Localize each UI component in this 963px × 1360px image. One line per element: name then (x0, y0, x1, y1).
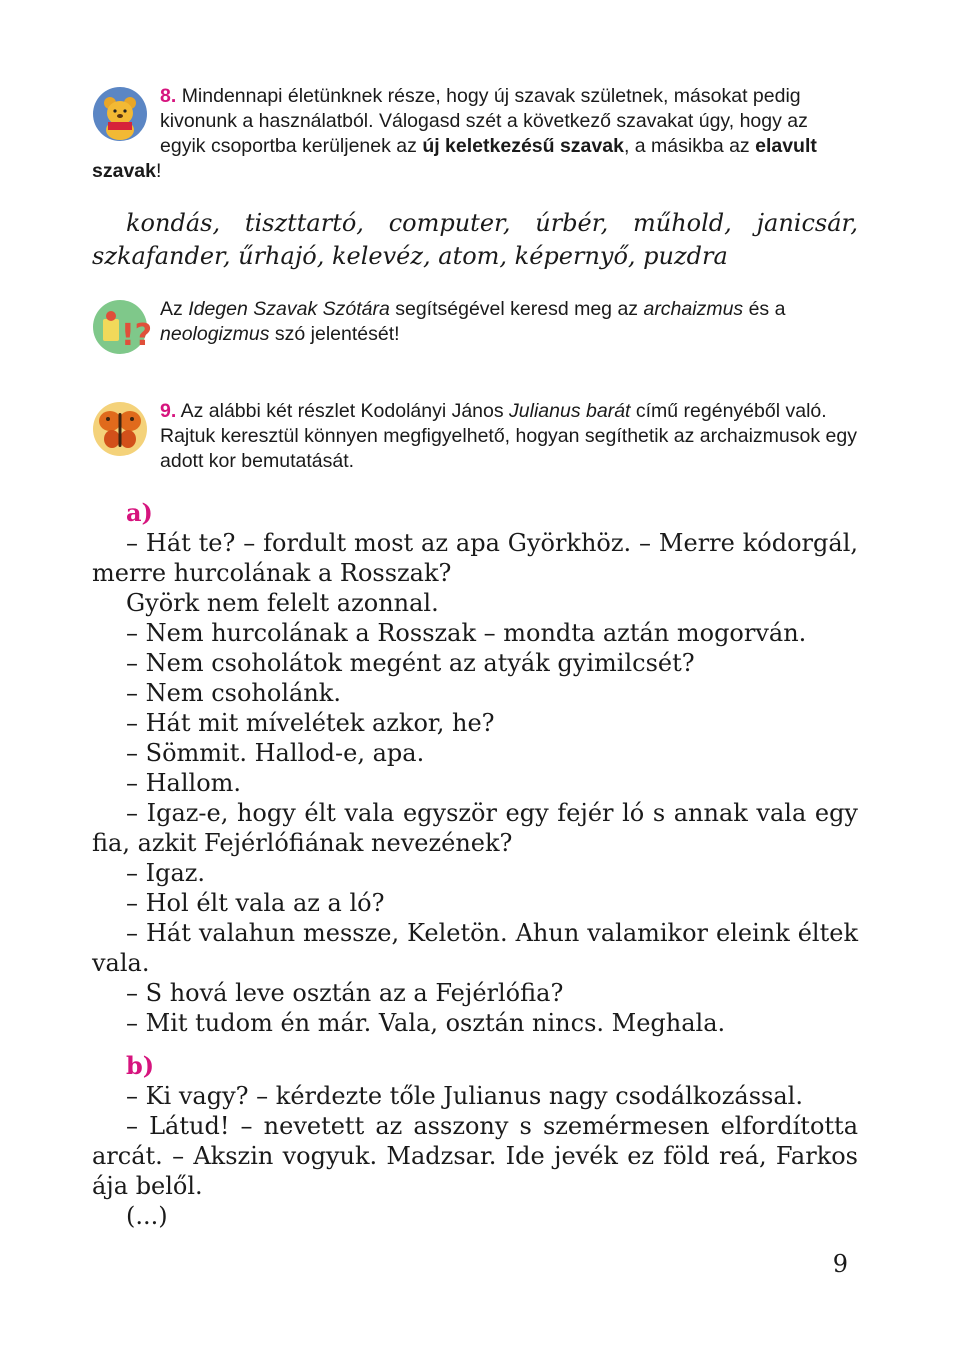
task-9 (92, 399, 858, 474)
dialogue-line: – Mit tudom én már. Vala, osztán nincs. Meghala. (126, 1009, 726, 1037)
dialogue-line: – Hallom. (126, 769, 242, 797)
excerpt-label: a) (126, 498, 153, 527)
task-italic-term: Idegen Szavak Szótára (188, 298, 390, 320)
dialogue-line: – Igaz-e, hogy élt vala egyször egy fejér ló s annak vala egy fia, azkit Fejérlófiának nevezének? (92, 799, 858, 857)
task-text: Az alábbi két részlet Kodolányi János (176, 400, 510, 422)
dialogue-line: – Hát te? – fordult most az apa Györkhöz. – Merre kódorgál, merre hurcolának a Rosszak? (92, 529, 858, 587)
task-text: című regényéből való. Rajtuk keresztül könnyen megfigyelhető, hogyan segíthetik az archaizmusok egy adott kor bemutatását. (160, 400, 857, 472)
dialogue-line: (...) (126, 1202, 168, 1230)
svg-text:!?: !? (121, 318, 153, 353)
page-number: 9 (832, 1250, 848, 1278)
excerpt-a (92, 498, 858, 1038)
task-bold-term: elavult szavak (92, 135, 817, 182)
dialogue-line: – Hol élt vala az a ló? (126, 889, 385, 917)
task-italic-term: neologizmus (160, 323, 270, 345)
bear-icon (92, 86, 148, 142)
question-mark-icon (92, 299, 153, 355)
task-number: 8. (160, 85, 177, 107)
dialogue-line: Györk nem felelt azonnal. (126, 589, 439, 617)
dialogue-line: – Hát valahun messze, Keletön. Ahun valamikor eleink éltek vala. (92, 919, 858, 977)
excerpt-label: b) (126, 1051, 155, 1080)
dialogue-line: – Ki vagy? – kérdezte tőle Julianus nagy csodálkozással. (126, 1082, 803, 1110)
dialogue-line: – S hová leve osztán az a Fejérlófia? (126, 979, 564, 1007)
excerpt-b (92, 1051, 858, 1231)
dialogue-line: – Igaz. (126, 859, 206, 887)
task-text: ! (155, 160, 162, 182)
dictionary-task (92, 297, 858, 355)
task-bold-term: új keletkezésű szavak (422, 135, 624, 157)
task-text: és a (743, 298, 786, 320)
task-italic-term: Julianus barát (509, 400, 631, 422)
word-list: kondás, tiszttartó, computer, úrbér, műhold, janicsár, szkafander, űrhajó, kelevéz, atom, képernyő, puzdra (92, 209, 858, 270)
task-8 (92, 84, 858, 184)
dialogue-line: – Nem hurcolának a Rosszak – mondta aztán mogorván. (126, 619, 807, 647)
task-italic-term: archaizmus (643, 298, 744, 320)
dialogue-line: – Látud! – nevetett az asszony s szemérmesen elfordította arcát. – Akszin vogyuk. Madzsar. Ide jevék ez föld reá, Farkos ája belől. (92, 1112, 858, 1200)
dialogue-line: – Nem csoholátok megént az atyák gyimilcsét? (126, 649, 695, 677)
dialogue-line: – Nem csoholánk. (126, 679, 341, 707)
dialogue-line: – Sömmit. Hallod-e, apa. (126, 739, 425, 767)
butterfly-icon (92, 401, 148, 457)
task-number: 9. (160, 400, 177, 422)
task-text: szó jelentését! (269, 323, 400, 345)
task-text: segítségével keresd meg az (389, 298, 644, 320)
dialogue-line: – Hát mit mívelétek azkor, he? (126, 709, 495, 737)
task-text: Mindennapi életünknek része, hogy új szavak születnek, másokat pedig kivonunk a használatból. Válogasd szét a következő szavakat úgy, hogy az egyik csoportba kerüljenek az (160, 85, 808, 157)
task-text: , a másikba az (623, 135, 756, 157)
task-text: Az (160, 298, 189, 320)
